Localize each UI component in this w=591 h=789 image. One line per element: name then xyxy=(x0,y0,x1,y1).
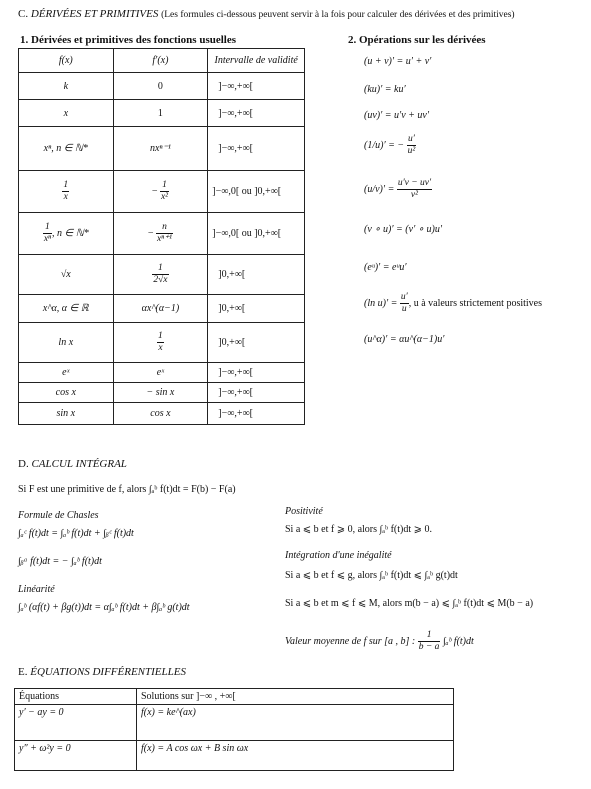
inequality-title: Intégration d'une inégalité xyxy=(285,550,392,561)
cell-f: cos x xyxy=(19,383,114,403)
differential-equations-table xyxy=(14,688,454,771)
table-row xyxy=(19,363,305,383)
mean-value: Valeur moyenne de f sur [a , b] : $\frac{1}{b - a}$ ∫ₐᵇ f(t)dt xyxy=(285,630,474,652)
col-header-interval: Intervalle de validité xyxy=(208,49,305,73)
chasles-title: Formule de Chasles xyxy=(18,510,99,521)
table-row xyxy=(19,213,305,255)
cell-interval: ]−∞,+∞[ xyxy=(208,100,305,127)
section-c-subtitle: (Les formules ci-dessous peuvent servir à la fois pour calculer des dérivées et des primitives) xyxy=(161,10,515,20)
section-d-header: D. CALCUL INTÉGRAL xyxy=(18,458,127,470)
cell-interval: ]−∞,+∞[ xyxy=(208,403,305,425)
fraction: $\frac{1}{x}$ xyxy=(63,180,69,202)
fraction: $\frac{1}{b - a}$ xyxy=(418,630,440,652)
cell-interval: ]0,+∞[ xyxy=(208,295,305,323)
fraction: $\frac{1}{\text{x²}}$ xyxy=(160,180,169,202)
cell-interval: ]0,+∞[ xyxy=(208,323,305,363)
cell-f: xⁿ, n ∈ ℕ* xyxy=(19,127,114,171)
section-c-header xyxy=(18,8,515,20)
cell-equation: y″ + ω²y = 0 xyxy=(15,741,137,771)
fraction: $\frac{n}{\text{xⁿ⁺¹}}$ xyxy=(156,222,173,244)
section-c-title: DÉRIVÉES ET PRIMITIVES xyxy=(30,8,159,20)
col-header-solutions: Solutions sur ]−∞ , +∞[ xyxy=(137,689,454,705)
op-power: (u^α)′ = αu^(α−1)u′ xyxy=(364,334,445,345)
fraction: $\frac{1}{2√x}$ xyxy=(153,263,168,285)
col-header-fprime: f′(x) xyxy=(113,49,208,73)
table-row xyxy=(19,255,305,295)
col-header-equations: Équations xyxy=(15,689,137,705)
op-sum: (u + v)′ = u′ + v′ xyxy=(364,56,432,67)
op-scalar: (ku)′ = ku′ xyxy=(364,84,406,95)
positivity-formula: Si a ⩽ b et f ⩾ 0, alors ∫ₐᵇ f(t)dt ⩾ 0. xyxy=(285,524,433,535)
cell-fprime: eˣ xyxy=(113,363,208,383)
section-1-title: 1. Dérivées et primitives des fonctions usuelles xyxy=(20,34,236,46)
cell-f: k xyxy=(19,73,114,100)
cell-fprime xyxy=(113,323,208,363)
table-row xyxy=(19,73,305,100)
table-row xyxy=(19,295,305,323)
cell-interval: ]−∞,+∞[ xyxy=(208,383,305,403)
cell-fprime xyxy=(113,255,208,295)
table-row xyxy=(15,741,454,771)
cell-f: x xyxy=(19,100,114,127)
op-composition: (v ∘ u)′ = (v′ ∘ u)u′ xyxy=(364,224,443,235)
inequality-formula-1: Si a ⩽ b et f ⩽ g, alors ∫ₐᵇ f(t)dt ⩽ ∫ₐᵇ g(t)dt xyxy=(285,570,458,581)
table-row xyxy=(19,323,305,363)
cell-solution: f(x) = ke^(ax) xyxy=(137,705,454,741)
cell-f: $\frac{1}{\text{xⁿ}}$ , n ∈ ℕ* xyxy=(19,213,114,255)
fraction: $\frac{u'v - uv'}{\text{v²}}$ xyxy=(397,178,432,200)
chasles-formula-2: ∫ᵦᵃ f(t)dt = − ∫ₐᵇ f(t)dt xyxy=(18,556,102,567)
fraction: $\frac{u'}{\text{u²}}$ xyxy=(407,134,416,156)
cell-f: x^α, α ∈ ℝ xyxy=(19,295,114,323)
positivity-title: Positivité xyxy=(285,506,323,517)
section-e-header: E. ÉQUATIONS DIFFÉRENTIELLES xyxy=(18,666,186,678)
table-row xyxy=(19,383,305,403)
cell-interval: ]−∞,0[ ou ]0,+∞[ xyxy=(208,213,305,255)
cell-interval: ]−∞,+∞[ xyxy=(208,73,305,100)
table-row xyxy=(19,171,305,213)
cell-fprime: 0 xyxy=(113,73,208,100)
cell-f: sin x xyxy=(19,403,114,425)
cell-interval: ]0,+∞[ xyxy=(208,255,305,295)
table-header-row xyxy=(19,49,305,73)
derivatives-table xyxy=(18,48,305,425)
op-inverse: (1/u)′ = − $\frac{u'}{\text{u²}}$ xyxy=(364,134,416,156)
cell-fprime: − sin x xyxy=(113,383,208,403)
linearity-formula: ∫ₐᵇ (αf(t) + βg(t))dt = α∫ₐᵇ f(t)dt + β∫ₐᵇ g(t)dt xyxy=(18,602,190,613)
section-c-label: C. xyxy=(18,8,29,20)
cell-fprime: 1 xyxy=(113,100,208,127)
cell-fprime: cos x xyxy=(113,403,208,425)
table-row xyxy=(19,127,305,171)
op-quotient: (u/v)′ = $\frac{u'v - uv'}{\text{v²}}$ xyxy=(364,178,432,200)
cell-interval: ]−∞,+∞[ xyxy=(208,363,305,383)
cell-fprime: − $\frac{n}{\text{xⁿ⁺¹}}$ xyxy=(113,213,208,255)
op-exp: (eᵘ)′ = eᵘu′ xyxy=(364,262,407,273)
fraction: $\frac{u'}{u}$ xyxy=(400,292,408,314)
table-header-row xyxy=(15,689,454,705)
inequality-formula-2: Si a ⩽ b et m ⩽ f ⩽ M, alors m(b − a) ⩽ ∫ₐᵇ f(t)dt ⩽ M(b − a) xyxy=(285,598,534,609)
op-product: (uv)′ = u′v + uv′ xyxy=(364,110,430,121)
table-row xyxy=(19,403,305,425)
cell-interval: ]−∞,+∞[ xyxy=(208,127,305,171)
cell-f xyxy=(19,171,114,213)
section-2-title: 2. Opérations sur les dérivées xyxy=(348,34,486,46)
cell-interval: ]−∞,0[ ou ]0,+∞[ xyxy=(208,171,305,213)
cell-solution: f(x) = A cos ωx + B sin ωx xyxy=(137,741,454,771)
cell-f: √x xyxy=(19,255,114,295)
cell-fprime: − $\frac{1}{\text{x²}}$ xyxy=(113,171,208,213)
cell-f: ln x xyxy=(19,323,114,363)
primitive-intro: Si F est une primitive de f, alors ∫ₐᵇ f(t)dt = F(b) − F(a) xyxy=(18,484,236,495)
op-log: (ln u)′ = $\frac{u'}{u}$ , u à valeurs strictement positives xyxy=(364,292,543,314)
fraction: $\frac{1}{x}$ xyxy=(158,331,163,353)
table-row xyxy=(15,705,454,741)
cell-equation: y′ − ay = 0 xyxy=(15,705,137,741)
fraction: $\frac{1}{\text{xⁿ}}$ xyxy=(43,222,52,244)
col-header-f: f(x) xyxy=(19,49,114,73)
table-row xyxy=(19,100,305,127)
cell-fprime: nxⁿ⁻¹ xyxy=(113,127,208,171)
cell-fprime: αx^(α−1) xyxy=(113,295,208,323)
chasles-formula-1: ∫ₐᶜ f(t)dt = ∫ₐᵇ f(t)dt + ∫ᵦᶜ f(t)dt xyxy=(18,528,134,539)
cell-f: eˣ xyxy=(19,363,114,383)
linearity-title: Linéarité xyxy=(18,584,55,595)
